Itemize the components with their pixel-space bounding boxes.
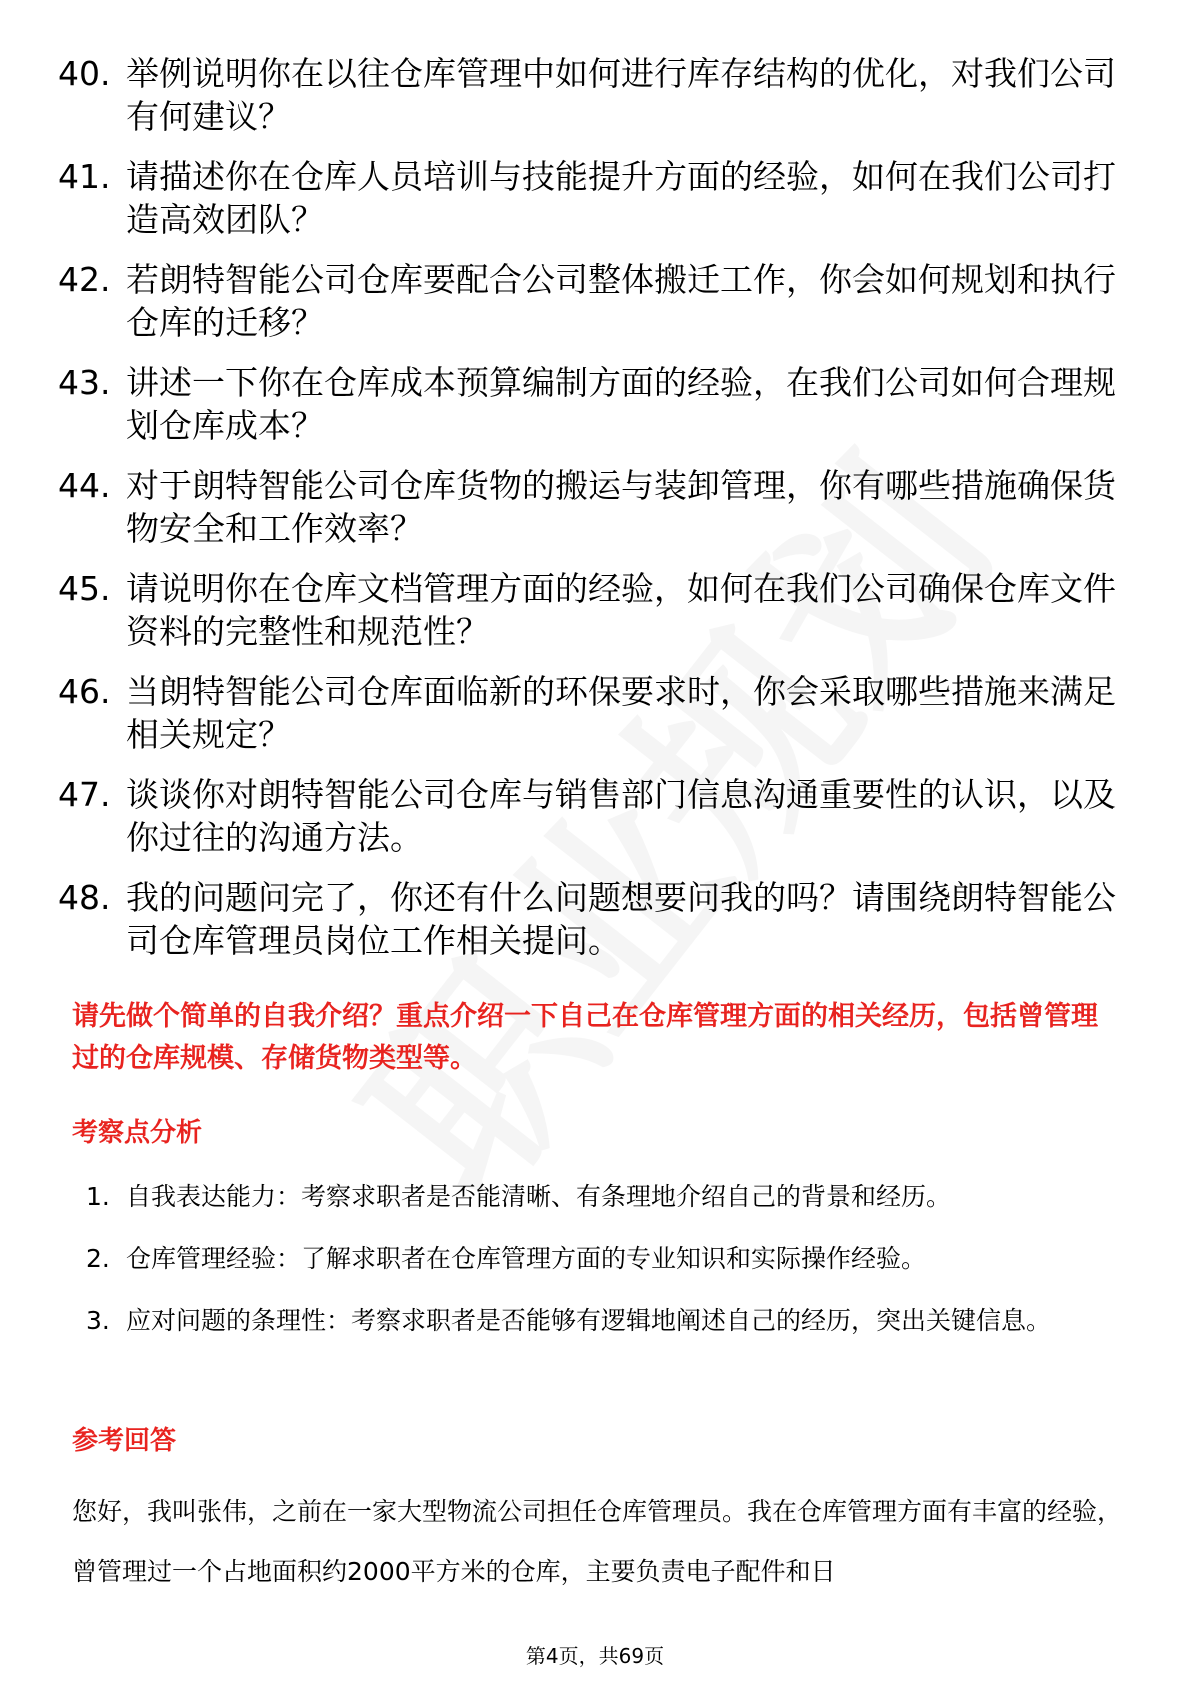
question-text: 当朗特智能公司仓库面临新的环保要求时，你会采取哪些措施来满足相关规定？ xyxy=(126,672,1116,754)
question-text: 举例说明你在以往仓库管理中如何进行库存结构的优化，对我们公司有何建议？ xyxy=(126,54,1116,136)
analysis-text: 自我表达能力：考察求职者是否能清晰、有条理地介绍自己的背景和经历。 xyxy=(126,1182,952,1211)
question-item xyxy=(58,464,1118,550)
question-number: 42. xyxy=(58,260,111,299)
question-text: 我的问题问完了，你还有什么问题想要问我的吗？请围绕朗特智能公司仓库管理员岗位工作相关提问。 xyxy=(126,878,1116,960)
analysis-title: 考察点分析 xyxy=(72,1118,203,1148)
question-number: 41. xyxy=(58,157,111,196)
question-number: 46. xyxy=(58,672,111,711)
question-text: 若朗特智能公司仓库要配合公司整体搬迁工作，你会如何规划和执行仓库的迁移？ xyxy=(126,260,1116,342)
analysis-item xyxy=(86,1292,1126,1350)
question-number: 48. xyxy=(58,878,111,917)
reference-answer-title: 参考回答 xyxy=(72,1426,177,1456)
question-item xyxy=(58,52,1118,138)
question-number: 47. xyxy=(58,775,111,814)
analysis-item xyxy=(86,1230,1126,1288)
question-item xyxy=(58,258,1118,344)
question-number: 45. xyxy=(58,569,111,608)
question-item xyxy=(58,155,1118,241)
question-number: 43. xyxy=(58,363,111,402)
question-item xyxy=(58,876,1118,962)
question-text: 讲述一下你在仓库成本预算编制方面的经验，在我们公司如何合理规划仓库成本？ xyxy=(126,363,1116,445)
question-text: 请描述你在仓库人员培训与技能提升方面的经验，如何在我们公司打造高效团队？ xyxy=(126,157,1116,239)
question-text: 对于朗特智能公司仓库货物的搬运与装卸管理，你有哪些措施确保货物安全和工作效率？ xyxy=(126,466,1116,548)
question-list xyxy=(58,52,1118,979)
analysis-number: 2. xyxy=(86,1244,110,1273)
page-number: 第4页，共69页 xyxy=(525,1644,665,1668)
question-number: 40. xyxy=(58,54,111,93)
question-item xyxy=(58,567,1118,653)
analysis-number: 1. xyxy=(86,1182,110,1211)
analysis-item xyxy=(86,1168,1126,1226)
question-text: 请说明你在仓库文档管理方面的经验，如何在我们公司确保仓库文件资料的完整性和规范性？ xyxy=(126,569,1116,651)
question-number: 44. xyxy=(58,466,111,505)
question-text: 谈谈你对朗特智能公司仓库与销售部门信息沟通重要性的认识，以及你过往的沟通方法。 xyxy=(126,775,1116,857)
highlighted-question: 请先做个简单的自我介绍？重点介绍一下自己在仓库管理方面的相关经历，包括曾管理过的仓库规模、存储货物类型等。 xyxy=(72,1001,1098,1074)
question-item xyxy=(58,670,1118,756)
analysis-text: 应对问题的条理性：考察求职者是否能够有逻辑地阐述自己的经历，突出关键信息。 xyxy=(126,1306,1052,1335)
analysis-number: 3. xyxy=(86,1306,110,1335)
analysis-text: 仓库管理经验：了解求职者在仓库管理方面的专业知识和实际操作经验。 xyxy=(126,1244,927,1273)
question-item xyxy=(58,773,1118,859)
analysis-list xyxy=(86,1168,1126,1354)
reference-answer-text: 您好，我叫张伟，之前在一家大型物流公司担任仓库管理员。我在仓库管理方面有丰富的经验，曾管理过一个占地面积约2000平方米的仓库，主要负责电子配件和日 xyxy=(72,1497,1123,1586)
question-item xyxy=(58,361,1118,447)
